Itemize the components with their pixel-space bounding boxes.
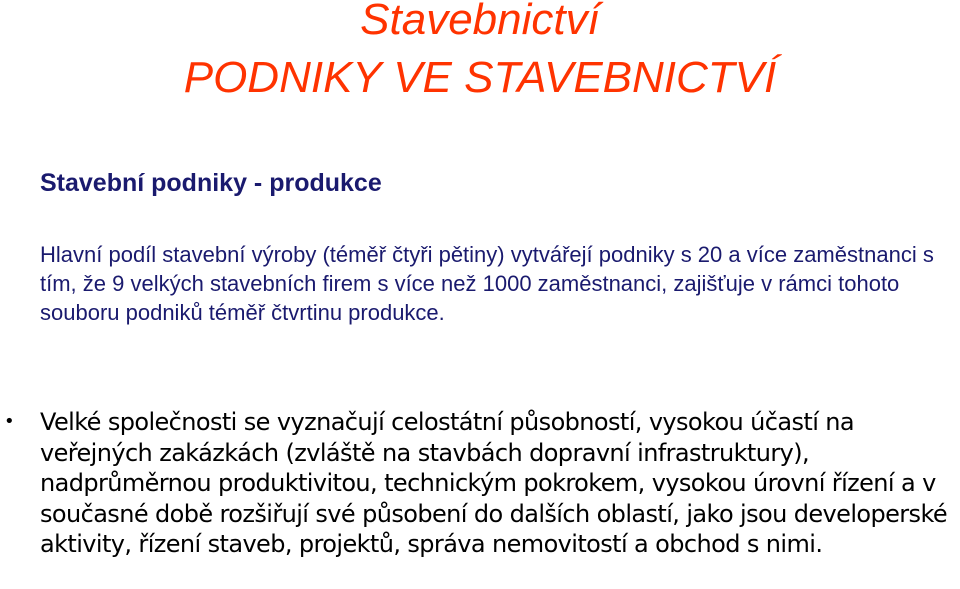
intro-paragraph: Hlavní podíl stavební výroby (téměř čtyři pětiny) vytvářejí podniky s 20 a více zaměstnanci s tím, že 9 velkých stavebních firem s více než 1000 zaměstnanci, zajišťuje v rámci tohoto souboru podniků téměř čtvrtinu produkce. [40,242,934,325]
bullet-text: Velké společnosti se vyznačují celostátní působností, vysokou účastí na veřejných zakázkách (zvláště na stavbách dopravní infrastruktury), nadprůměrnou produktivitou, technickým pokrokem, vysokou úrovní řízení a v současné době rozšiřují své působení do dalších oblastí, jako jsou developerské aktivity, řízení staveb, projektů, správa nemovitostí a obchod s nimi. [40,408,948,558]
bullet-list [0,407,960,560]
title-line-2: PODNIKY VE STAVEBNICTVÍ [183,53,777,102]
bullet-icon: • [4,411,15,432]
section-heading: Stavební podniky - produkce [40,169,382,197]
title-line-1: Stavebnictví [360,0,600,44]
bullet-item [0,407,955,560]
